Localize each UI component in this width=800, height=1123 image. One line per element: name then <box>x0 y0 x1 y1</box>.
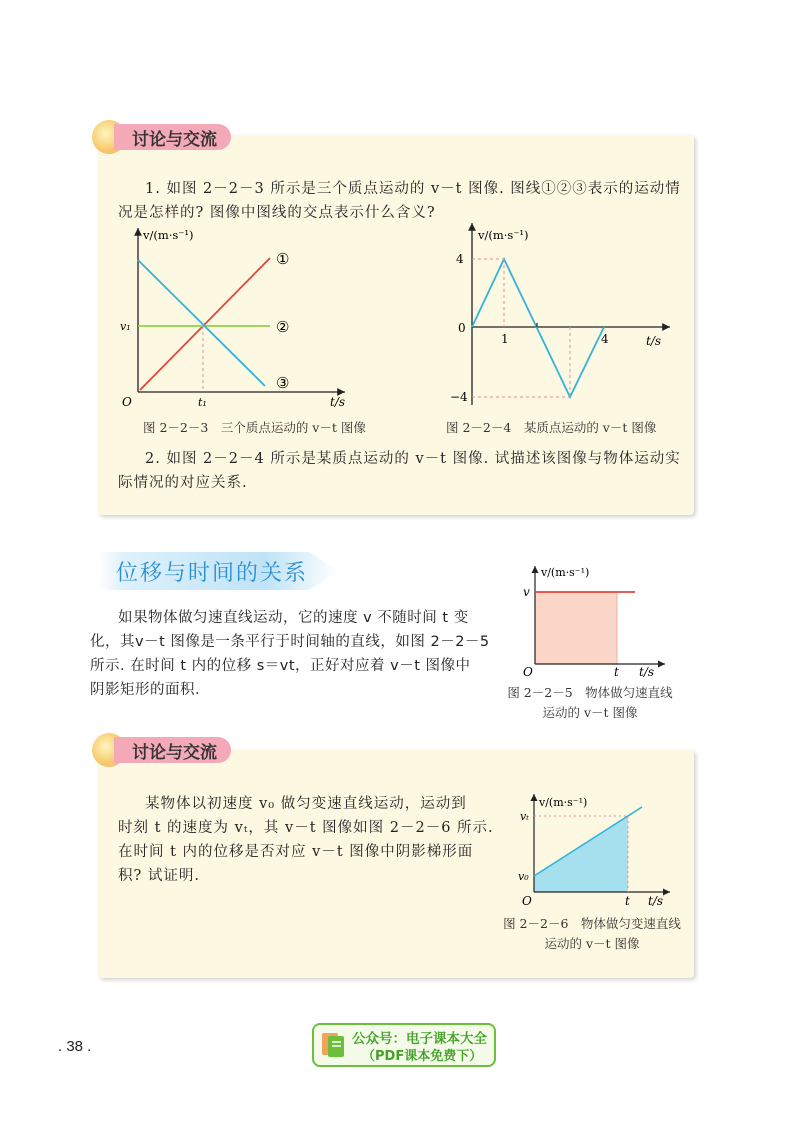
figure-2-2-6 <box>512 790 677 915</box>
body-line-3: 所示. 在时间 t 内的位移 s＝vt，正好对应着 v－t 图像中 <box>90 658 471 674</box>
y-axis-label: v/(m·s⁻¹) <box>539 796 588 809</box>
shaded-rectangle <box>535 592 617 664</box>
line-3-label: ③ <box>276 374 290 392</box>
y-axis-label: v/(m·s⁻¹) <box>143 228 194 242</box>
watermark-line-2: （PDF课本免费下） <box>362 1049 483 1064</box>
x-axis-label: t/s <box>639 665 655 679</box>
box2-line-4: 积? 试证明. <box>118 868 200 884</box>
t-label: t <box>614 665 619 679</box>
page-number: . 38 . <box>58 1038 92 1055</box>
x-tick-4: 4 <box>601 332 609 346</box>
discussion-tag-2 <box>92 733 231 767</box>
figure-2-2-4 <box>448 215 683 415</box>
section-heading: 位移与时间的关系 <box>116 561 309 586</box>
figure-2-2-6-caption-line-2: 运动的 v－t 图像 <box>544 936 640 951</box>
origin-label: O <box>523 665 533 679</box>
line-1 <box>140 258 270 390</box>
figure-2-2-4-caption: 图 2－2－4 某质点运动的 v－t 图像 <box>446 420 657 435</box>
box2-line-1: 某物体以初速度 v₀ 做匀变速直线运动，运动到 <box>145 796 467 812</box>
line-1-label: ① <box>276 250 290 268</box>
figure-2-2-5-caption-line-1: 图 2－2－5 物体做匀速直线 <box>507 685 673 700</box>
y-axis-label: v/(m·s⁻¹) <box>541 566 590 579</box>
body-line-2: 化，其v－t 图像是一条平行于时间轴的直线，如图 2－2－5 <box>90 634 490 650</box>
watermark <box>312 1023 496 1067</box>
line-3 <box>138 260 265 386</box>
figure-2-2-6-caption-line-1: 图 2－2－6 物体做匀变速直线 <box>503 916 681 931</box>
box2-line-2: 时刻 t 的速度为 vₜ，其 v－t 图像如图 2－2－6 所示. <box>118 820 494 836</box>
watermark-line-1: 公众号：电子课本大全 <box>352 1031 487 1047</box>
v1-label: v₁ <box>120 320 131 333</box>
body-line-4: 阴影矩形的面积. <box>90 682 201 698</box>
v-label: v <box>523 585 530 599</box>
x-axis-label: t/s <box>648 894 664 908</box>
figure-2-2-3 <box>110 220 360 415</box>
x-tick-1: 1 <box>501 332 509 346</box>
x-axis-label: t/s <box>330 395 346 409</box>
vt-label: vₜ <box>520 810 529 823</box>
origin-label: O <box>522 894 532 908</box>
y-tick-neg4: −4 <box>450 390 468 404</box>
discussion-tag-label: 讨论与交流 <box>114 737 231 763</box>
figure-2-2-5 <box>515 560 675 680</box>
figure-2-2-5-caption-line-2: 运动的 v－t 图像 <box>542 705 638 720</box>
discussion-tag-1 <box>92 120 231 154</box>
origin-label: O <box>122 395 132 409</box>
box2-line-3: 在时间 t 内的位移是否对应 v－t 图像中阴影梯形面 <box>118 844 474 860</box>
question-2-line-1: 2. 如图 2－2－4 所示是某质点运动的 v－t 图像. 试描述该图像与物体运动实 <box>145 451 681 467</box>
question-1-line-2: 况是怎样的? 图像中图线的交点表示什么含义? <box>118 205 436 221</box>
velocity-line <box>472 259 604 397</box>
discussion-tag-label: 讨论与交流 <box>114 124 231 150</box>
book-icon <box>320 1031 346 1059</box>
t-label: t <box>625 894 630 908</box>
line-2-label: ② <box>276 318 290 336</box>
v0-label: v₀ <box>518 870 529 883</box>
y-axis-label: v/(m·s⁻¹) <box>478 228 529 242</box>
x-axis-label: t/s <box>646 334 662 348</box>
t1-label: t₁ <box>198 396 207 409</box>
y-tick-0: 0 <box>458 321 466 335</box>
question-1-line-1: 1. 如图 2－2－3 所示是三个质点运动的 v－t 图像. 图线①②③表示的运动情 <box>145 181 681 197</box>
figure-2-2-3-caption: 图 2－2－3 三个质点运动的 v－t 图像 <box>143 420 366 435</box>
question-2-line-2: 际情况的对应关系. <box>118 475 248 491</box>
shaded-trapezoid <box>534 816 628 892</box>
body-line-1: 如果物体做匀速直线运动，它的速度 v 不随时间 t 变 <box>118 610 469 626</box>
y-tick-4: 4 <box>456 252 464 266</box>
